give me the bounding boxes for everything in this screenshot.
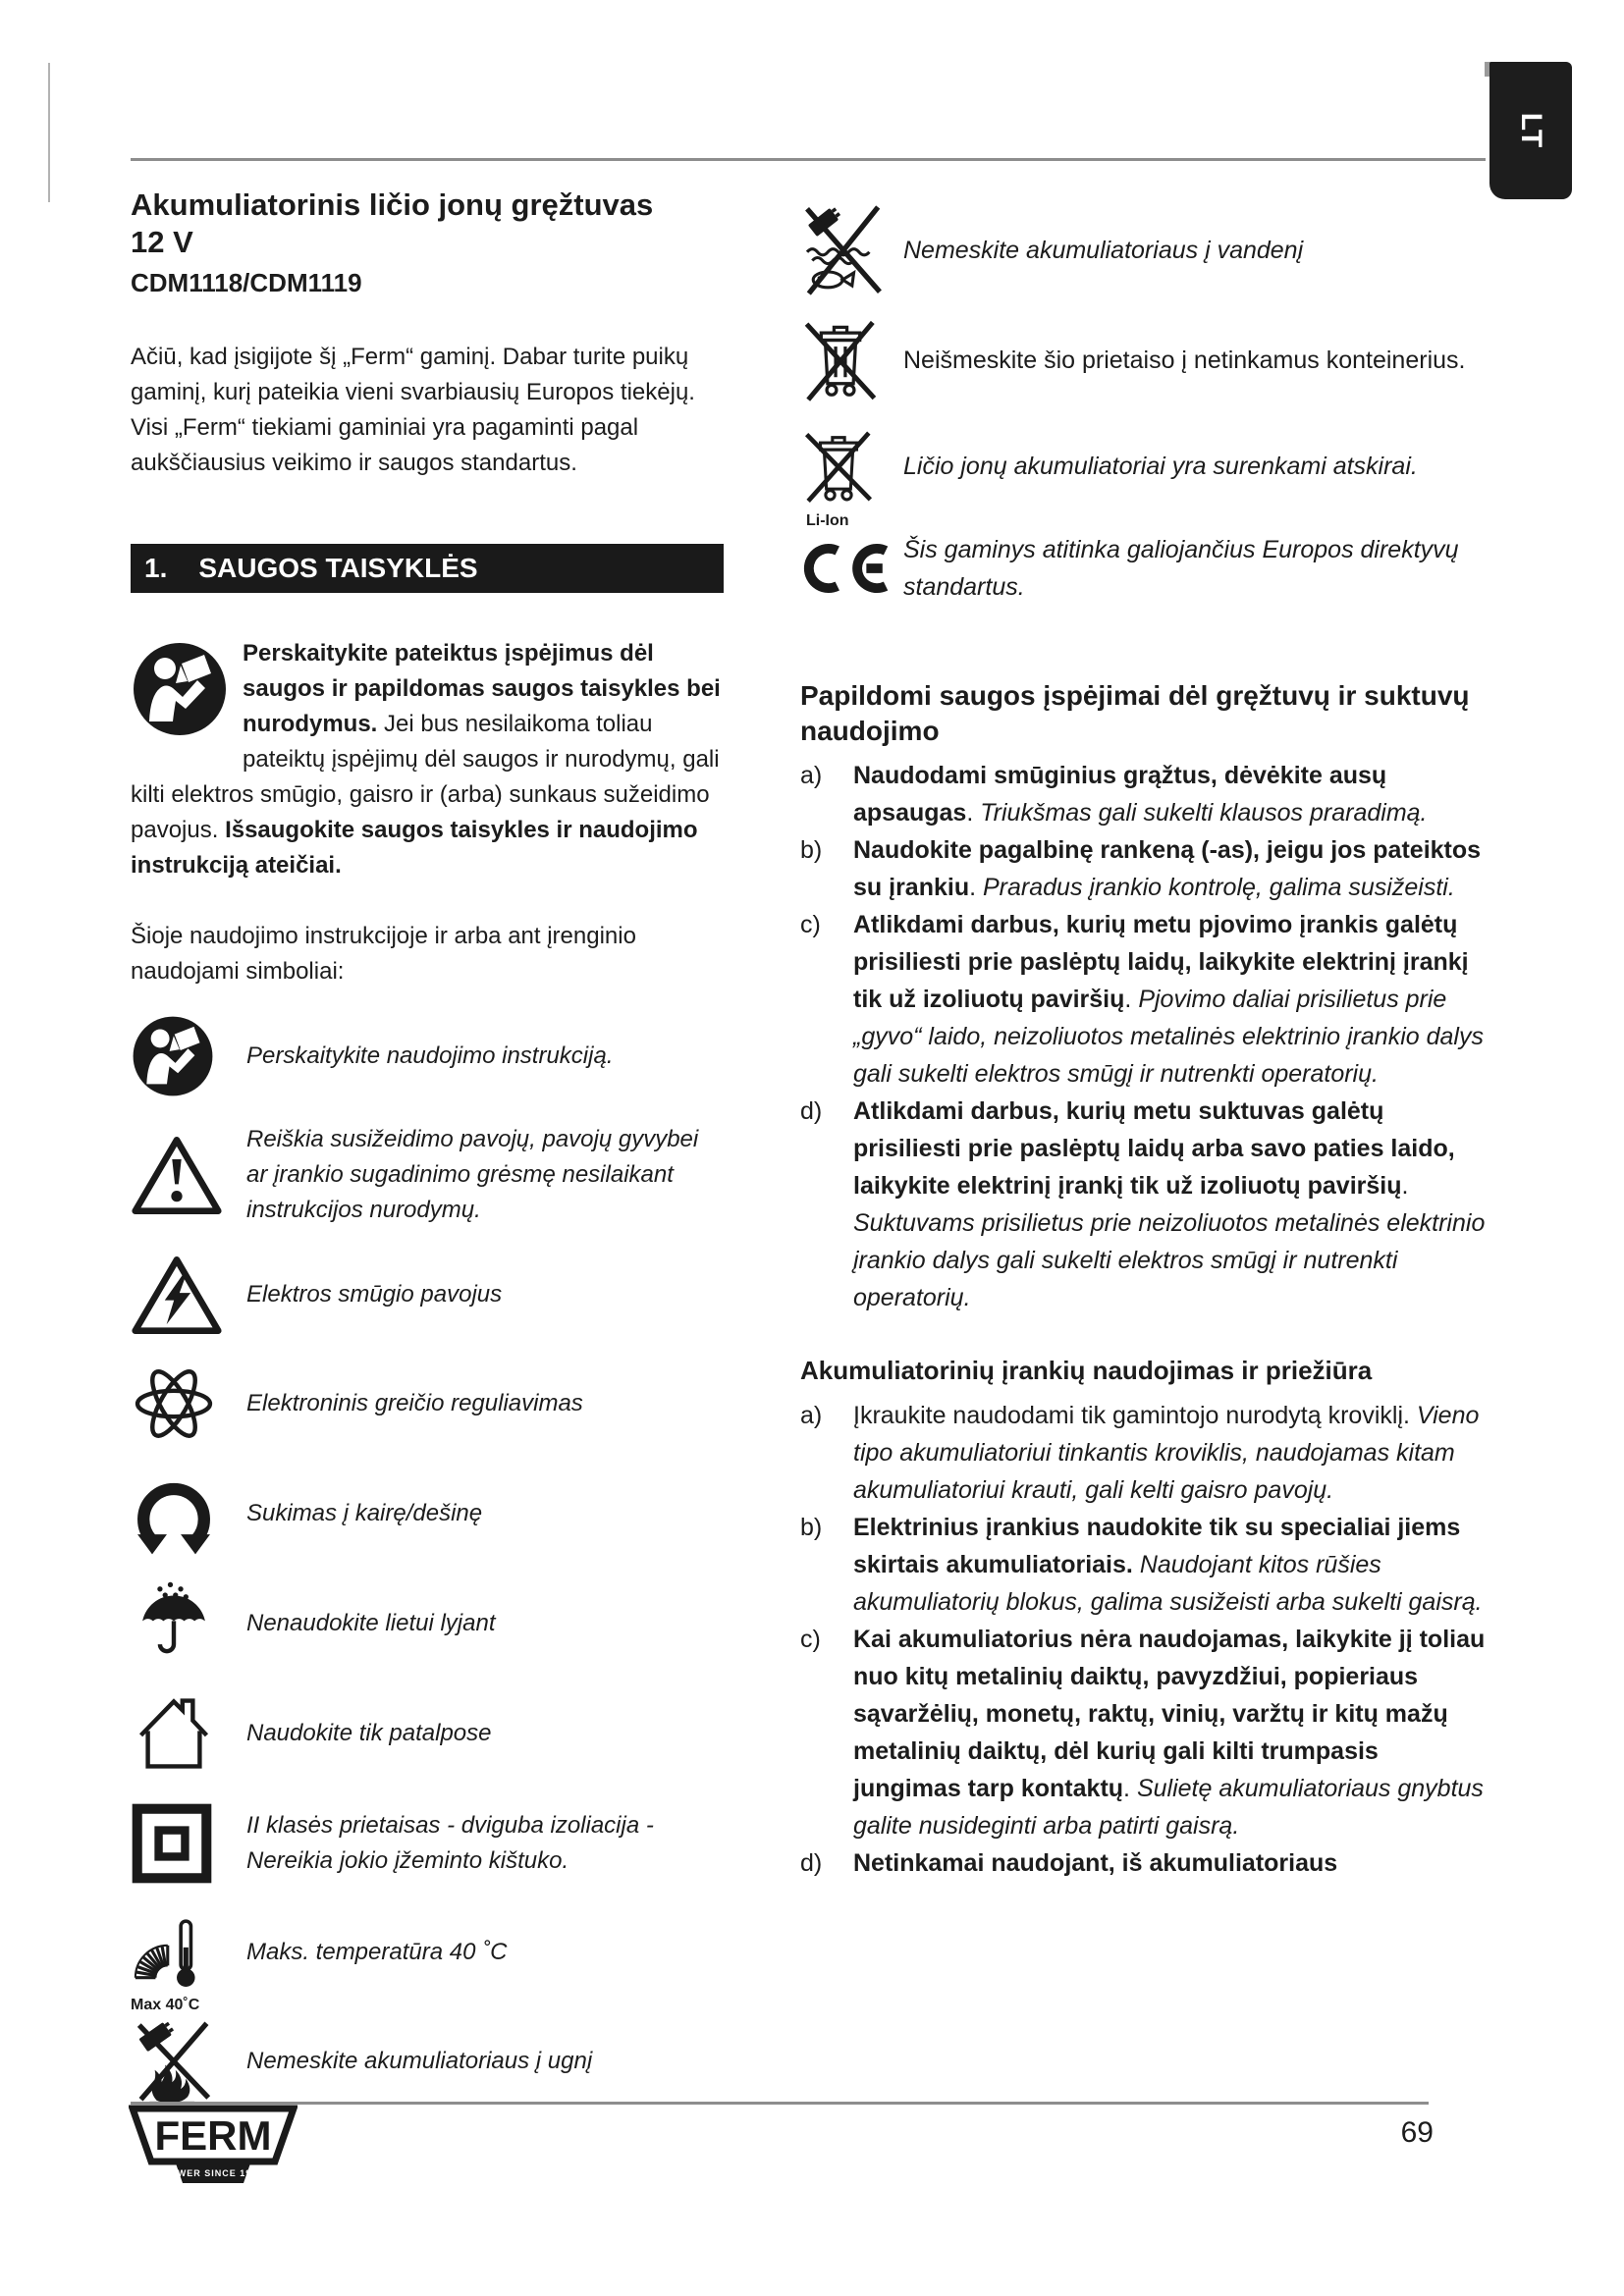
model-number: CDM1118/CDM1119 [131,268,362,297]
rotation-left-right-icon [131,1470,246,1557]
symbol-row [800,423,1488,529]
list-item-label: b) [800,836,823,864]
symbol-caption: Šis gaminys atitinka galiojančius Europos direktyvų standartus. [903,536,1459,601]
class-2-icon [131,1802,246,1885]
symbol-caption: Elektroninis greičio reguliavimas [246,1390,583,1416]
symbol-caption: Maks. temperatūra 40 ˚C [246,1938,508,1965]
symbol-caption: Ličio jonų akumuliatoriai yra surenkami atskirai. [903,453,1418,480]
list-item [800,906,1488,1093]
symbol-caption: II klasės prietaisas - dviguba izoliacija - Nereikia jokio įžeminto kištuko. [246,1811,654,1874]
symbols-intro: Šioje naudojimo instrukcijoje ir arba ant įrenginio naudojami simboliai: [131,923,636,985]
list-item [800,1844,1488,1882]
read-manual-icon [131,1014,246,1098]
symbol-row [131,1580,724,1667]
liion-label: Li-Ion [806,512,849,529]
margin-guide-line [48,63,50,202]
page-title [131,187,724,261]
list-item-label: c) [800,1626,821,1653]
symbol-row [131,1800,724,1886]
symbol-row [131,1470,724,1557]
list-item-label: d) [800,1849,823,1877]
language-tab-label: LT [1515,112,1547,149]
section-title: SAUGOS TAISYKLĖS [198,553,478,583]
list-item [800,1509,1488,1621]
list-item-label: d) [800,1097,823,1125]
list-item [800,831,1488,906]
warning-icon [131,1134,246,1216]
section-heading-bar [131,544,724,593]
section-heading-battery-care: Akumuliatorinių įrankių naudojimas ir priežiūra [800,1356,1373,1385]
no-water-icon [800,203,903,297]
symbol-row [131,2018,724,2105]
no-fire-icon [131,2018,246,2105]
ferm-logo-text: FERM [154,2112,272,2159]
intro-paragraph: Ačiū, kad įsigijote šį „Ferm“ gaminį. Dabar turite puikų gaminį, kurį pateikia vieni svarbiausių Europos tiekėjų. Visi „Ferm“ tiekiami gaminiai yra pagaminti pagal aukščiausius veikimo ir saugos standartus. [131,344,695,476]
list-item-text: Kai akumuliatorius nėra naudojamas, laikykite jį toliau nuo kitų metalinių daiktų, pavyzdžiui, popieriaus sąvaržėlių, monetų, raktų, vinių, varžtų ir kitų mažų metalinių daiktų, dėl kurių gali kilti trumpasis jungimas tarp kontaktų. Sulietę akumuliatoriaus gnybtus galite nusideginti arba patirti gaisrą. [853,1626,1486,1840]
read-manual-icon [131,640,229,738]
symbol-caption: Neišmeskite šio prietaiso į netinkamus konteinerius. [903,347,1466,374]
symbol-row [131,1252,724,1337]
list-item-text: Elektrinius įrankius naudokite tik su specialiai jiems skirtais akumuliatoriais. Naudojant kitos rūšies akumuliatorių blokus, galima susižeisti arba sukelti gaisrą. [853,1514,1483,1616]
liion-recycle-icon [800,430,903,529]
symbol-row [131,1690,724,1777]
footer-rule [131,2102,1429,2105]
list-item [800,757,1488,831]
list-item-label: c) [800,911,821,938]
symbol-caption: Reiškia susižeidimo pavojų, pavojų gyvybei ar įrankio sugadinimo grėsmę nesilaikant instrukcijos nurodymų. [246,1126,699,1223]
section-number: 1. [144,553,168,583]
no-trash-icon [800,317,903,403]
language-tab [1489,62,1572,199]
safety-note-text: Perskaitykite pateiktus įspėjimus dėl saugos ir papildomas saugos taisykles bei nurodymus. Jei bus nesilaikoma toliau pateiktų įspėjimų dėl saugos ir nurodymų, gali kilti elektros smūgio, gaisro ir (arba) sunkaus sužeidimo pavojus. Išsaugokite saugos taisykles ir naudojimo instrukciją ateičiai. [131,640,721,879]
page-title-line2: 12 V [131,225,193,259]
max-temperature-icon [131,1917,246,2013]
symbol-row [131,1013,724,1098]
header-rule [131,158,1486,161]
list-item-text: Netinkamai naudojant, iš akumuliatoriaus [853,1849,1338,1877]
symbol-row [800,201,1488,299]
page-title-line1: Akumuliatorinis ličio jonų gręžtuvas [131,187,654,222]
symbol-caption: Sukimas į kairę/dešinę [246,1500,483,1526]
electronic-speed-control-icon [131,1361,246,1447]
symbol-row [800,315,1488,405]
left-column [131,187,724,2105]
list-item-text: Naudodami smūginius grąžtus, dėvėkite ausų apsaugas. Triukšmas gali sukelti klausos praradimą. [853,762,1428,827]
indoor-use-icon [131,1690,246,1777]
symbol-caption: Nemeskite akumuliatoriaus į vandenį [903,237,1304,264]
list-item [800,1093,1488,1316]
ferm-logo-tagline: POWER SINCE 1949 [162,2168,264,2178]
symbol-row [131,1909,724,2013]
symbol-caption: Perskaitykite naudojimo instrukciją. [246,1041,614,1069]
drill-warning-list [800,757,1488,1316]
list-item-label: a) [800,762,823,789]
symbol-caption: Nenaudokite lietui lyjant [246,1610,496,1636]
section-heading-drill-warnings: Papildomi saugos įspėjimai dėl gręžtuvų ir suktuvų naudojimo [800,680,1470,746]
list-item-text: Naudokite pagalbinę rankeną (-as), jeigu jos pateiktos su įrankiu. Praradus įrankio kontrolę, galima susižeisti. [853,836,1482,901]
list-item-text: Atlikdami darbus, kurių metu suktuvas galėtų prisiliesti prie paslėptų laidų arba savo paties laido, laikykite elektrinį įrankį tik už izoliuotų paviršių. Suktuvams prisilietus prie neizoliuotos metalinės elektrinio įrankio dalys gali sukelti elektros smūgį ir nutrenkti operatorių. [853,1097,1486,1311]
symbol-caption: Elektros smūgio pavojus [246,1280,503,1308]
electric-shock-icon [131,1254,246,1336]
page-number: 69 [1400,2116,1434,2149]
list-item [800,1397,1488,1509]
list-item-text: Įkraukite naudodami tik gamintojo nurodytą kroviklį. Vieno tipo akumuliatoriui tinkantis kroviklis, naudojamas kitam akumuliatoriui krauti, gali kelti gaisro pavojų. [853,1402,1480,1504]
symbol-row [800,531,1488,606]
list-item-label: b) [800,1514,823,1541]
symbol-caption: Nemeskite akumuliatoriaus į ugnį [246,2048,593,2074]
symbol-caption: Naudokite tik patalpose [246,1720,492,1746]
list-item-text: Atlikdami darbus, kurių metu pjovimo įrankis galėtų prisiliesti prie paslėptų laidų, laikykite elektrinį įrankį tik už izoliuotų paviršių. Pjovimo daliai prisilietus prie „gyvo“ laido, neizoliuotos metalinės elektrinio įrankio dalys gali sukelti elektros smūgį ir nutrenkti operatorių. [853,911,1484,1088]
list-item [800,1621,1488,1844]
list-item-label: a) [800,1402,823,1429]
battery-care-list [800,1397,1488,1882]
ce-mark-icon [800,541,903,596]
no-rain-icon [131,1580,246,1667]
symbol-row [131,1361,724,1447]
symbol-row [131,1122,724,1228]
safety-note [131,636,724,883]
right-column [800,201,1488,1882]
max-temperature-label: Max 40˚C [131,1996,200,2013]
ferm-logo [129,2105,298,2189]
